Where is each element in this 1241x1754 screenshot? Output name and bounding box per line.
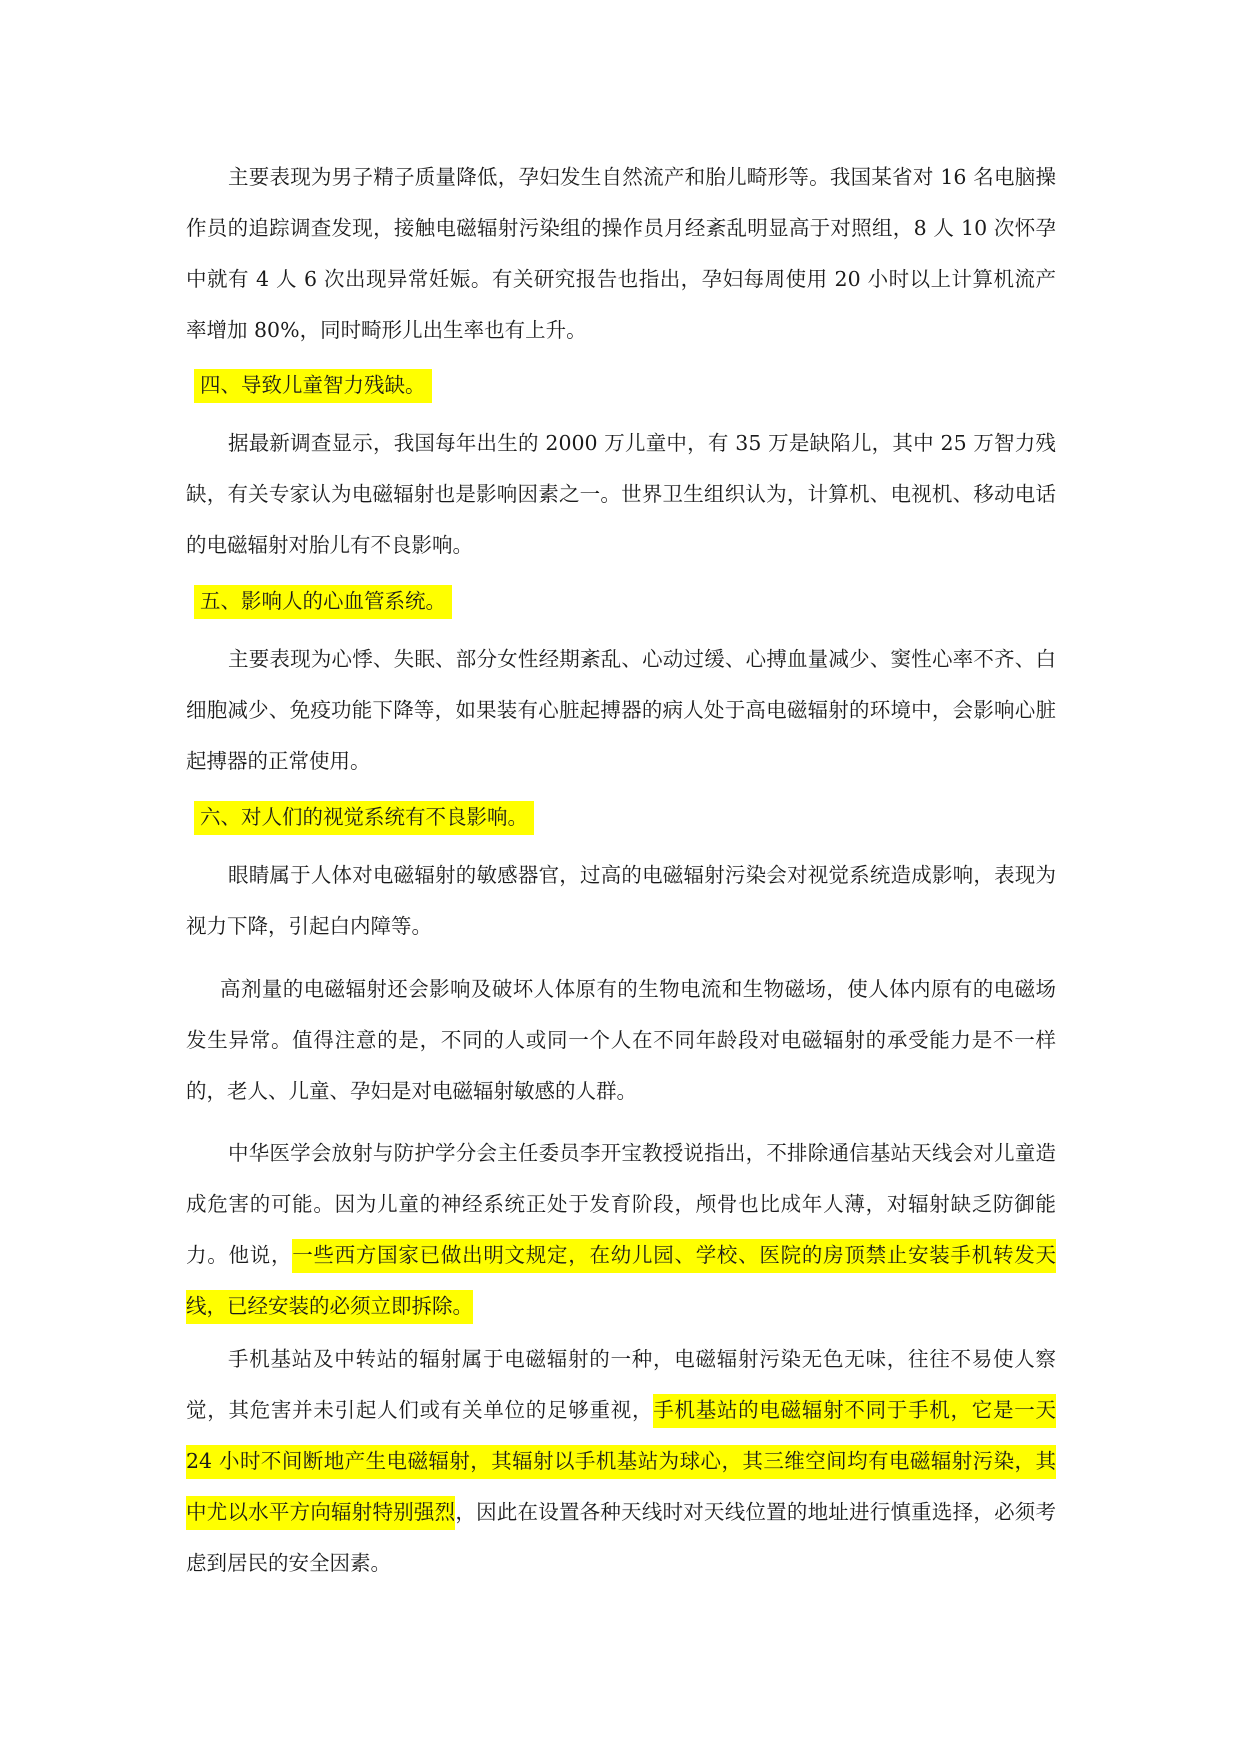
paragraph-expert-statement bbox=[186, 1128, 1056, 1332]
heading-section-4-text: 四、导致儿童智力残缺。 bbox=[194, 369, 432, 403]
paragraph-base-station bbox=[186, 1334, 1056, 1589]
heading-section-5 bbox=[194, 576, 452, 627]
highlight-base-station-radiation: 手机基站的电磁辐射不同于手机，它是一天 24 小时不间断地产生电磁辐射，其辐射以手机基站为球心，其三维空间均有电磁辐射污染，其中尤以水平方向辐射特别强烈 bbox=[186, 1394, 1056, 1530]
paragraph-expert-statement-text: 中华医学会放射与防护学分会主任委员李开宝教授说指出，不排除通信基站天线会对儿童造成危害的可能。因为儿童的神经系统正处于发育阶段，颅骨也比成年人薄，对辐射缺乏防御能力。他说， bbox=[186, 1141, 1056, 1267]
paragraph-reproductive-effects: 主要表现为男子精子质量降低，孕妇发生自然流产和胎儿畸形等。我国某省对 16 名电脑操作员的追踪调查发现，接触电磁辐射污染组的操作员月经紊乱明显高于对照组，8 人 10 次怀孕中就有 4 人 6 次出现异常妊娠。有关研究报告也指出，孕妇每周使用 20 小时以上计算机流产率增加 80%，同时畸形儿出生率也有上升。 bbox=[186, 165, 1056, 342]
paragraph-base-station-text: 手机基站及中转站的辐射属于电磁辐射的一种，电磁辐射污染无色无味，往往不易使人察觉，其危害并未引起人们或有关单位的足够重视， bbox=[186, 1347, 1056, 1422]
paragraph-child-intelligence: 据最新调查显示，我国每年出生的 2000 万儿童中，有 35 万是缺陷儿，其中 25 万智力残缺，有关专家认为电磁辐射也是影响因素之一。世界卫生组织认为，计算机、电视机、移动电话的电磁辐射对胎儿有不良影响。 bbox=[186, 431, 1056, 557]
heading-section-6-text: 六、对人们的视觉系统有不良影响。 bbox=[194, 801, 534, 835]
heading-section-4 bbox=[194, 360, 432, 411]
highlight-western-regulation: 一些西方国家已做出明文规定，在幼儿园、学校、医院的房顶禁止安装手机转发天线，已经安装的必须立即拆除。 bbox=[186, 1239, 1056, 1324]
heading-section-6 bbox=[194, 792, 534, 843]
heading-section-5-text: 五、影响人的心血管系统。 bbox=[194, 585, 452, 619]
paragraph-cardiovascular: 主要表现为心悸、失眠、部分女性经期紊乱、心动过缓、心搏血量减少、窦性心率不齐、白细胞减少、免疫功能下降等，如果装有心脏起搏器的病人处于高电磁辐射的环境中，会影响心脏起搏器的正常使用。 bbox=[186, 647, 1056, 773]
paragraph-high-dose-effects: 高剂量的电磁辐射还会影响及破坏人体原有的生物电流和生物磁场，使人体内原有的电磁场发生异常。值得注意的是，不同的人或同一个人在不同年龄段对电磁辐射的承受能力是不一样的，老人、儿童、孕妇是对电磁辐射敏感的人群。 bbox=[186, 977, 1056, 1103]
paragraph-visual-system: 眼睛属于人体对电磁辐射的敏感器官，过高的电磁辐射污染会对视觉系统造成影响，表现为视力下降，引起白内障等。 bbox=[186, 863, 1056, 938]
paragraph-base-station-conclusion: ，因此在设置各种天线时对天线位置的地址进行慎重选择，必须考虑到居民的安全因素。 bbox=[186, 1500, 1057, 1575]
